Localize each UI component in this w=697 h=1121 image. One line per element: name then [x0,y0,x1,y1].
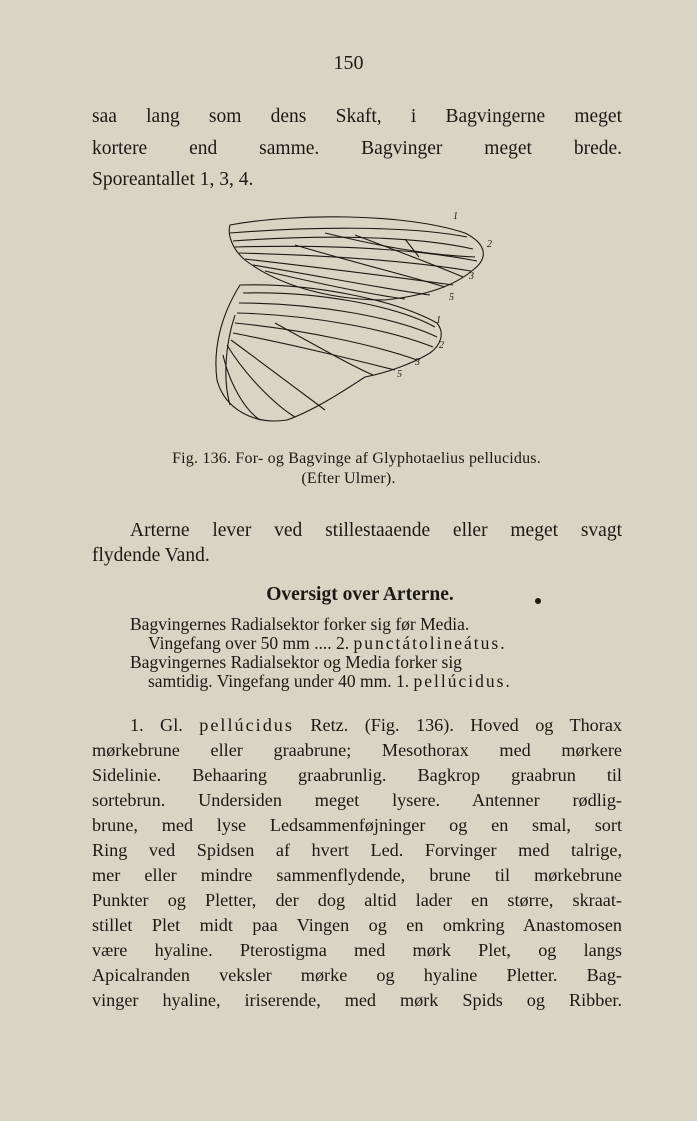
description-line: stillet Plet midt paa Vingen og en omkring Anastomosen [92,915,622,935]
species-number: 1. Gl. [130,715,183,735]
page-number: 150 [333,52,364,74]
hindwing-drawing [216,285,441,421]
description-line: være hyaline. Pterostigma med mørk Plet, og langs [92,940,622,960]
hindwing-label: 3 [415,357,420,368]
wing-figure [205,205,505,435]
intro-paragraph [92,101,622,196]
description-line: Ring ved Spidsen af hvert Led. Forvinger med talrige, [92,840,622,860]
stray-dot [535,598,541,604]
section-heading: Oversigt over Arterne. [266,584,454,605]
key-line: Bagvingernes Radialsektor forker sig før Media. [130,614,470,634]
hindwing-label: 1 [436,315,441,326]
key-text: samtidig. Vingefang under 40 mm. 1. [148,671,410,691]
description-line: vinger hyaline, iriserende, med mørk Spids og Ribber. [92,990,622,1010]
forewing-label: 2 [487,239,492,250]
intro-line: Sporeantallet 1, 3, 4. [92,169,254,190]
key-line [130,672,622,691]
forewing-label: 5 [449,292,454,303]
description-line: Punkter og Pletter, der dog altid lader en større, skraat- [92,890,622,910]
description-line: mer eller mindre sammenflydende, brune til mørkebrune [92,865,622,885]
description-line: Sidelinie. Behaaring graabrunlig. Bagkrop graabrun til [92,765,622,785]
figure-caption [0,449,697,489]
key-line: Bagvingernes Radialsektor og Media forker sig [130,652,462,672]
key-text: Vingefang over 50 mm .... 2. [148,633,350,653]
key-species-name: punctátolineátus. [353,633,507,653]
species-name: pellúcidus [199,715,294,735]
description-line: Apicalranden veksler mørke og hyaline Pletter. Bag- [92,965,622,985]
forewing-label: 3 [469,271,474,282]
habitat-line: Arterne lever ved stillestaaende eller meget svagt [130,520,622,541]
habitat-line: flydende Vand. [92,545,210,566]
hindwing-label: 2 [439,340,444,351]
intro-line: saa lang som dens Skaft, i Bagvingerne meget [92,106,622,127]
species-key [130,615,622,691]
intro-line: kortere end samme. Bagvinger meget brede. [92,137,622,159]
description-line: mørkebrune eller graabrune; Mesothorax med mørkere [92,740,622,760]
description-line: brune, med lyse Ledsammenføjninger og en smal, sort [92,815,622,835]
description-text: Retz. (Fig. 136). Hoved og Thorax [310,715,622,735]
hindwing-label: 5 [397,369,402,380]
species-description [92,713,622,1013]
forewing-label: 1 [453,211,458,222]
key-species-name: pellúcidus. [413,671,512,691]
description-line [92,713,622,738]
forewing-drawing [229,217,483,300]
description-line: sortebrun. Undersiden meget lysere. Antenner rødlig- [92,790,622,810]
caption-line: (Efter Ulmer). [301,470,396,487]
key-line [130,634,622,653]
caption-line: Fig. 136. For- og Bagvinge af Glyphotaelius pellucidus. [172,450,541,467]
habitat-paragraph-continued [92,540,622,572]
